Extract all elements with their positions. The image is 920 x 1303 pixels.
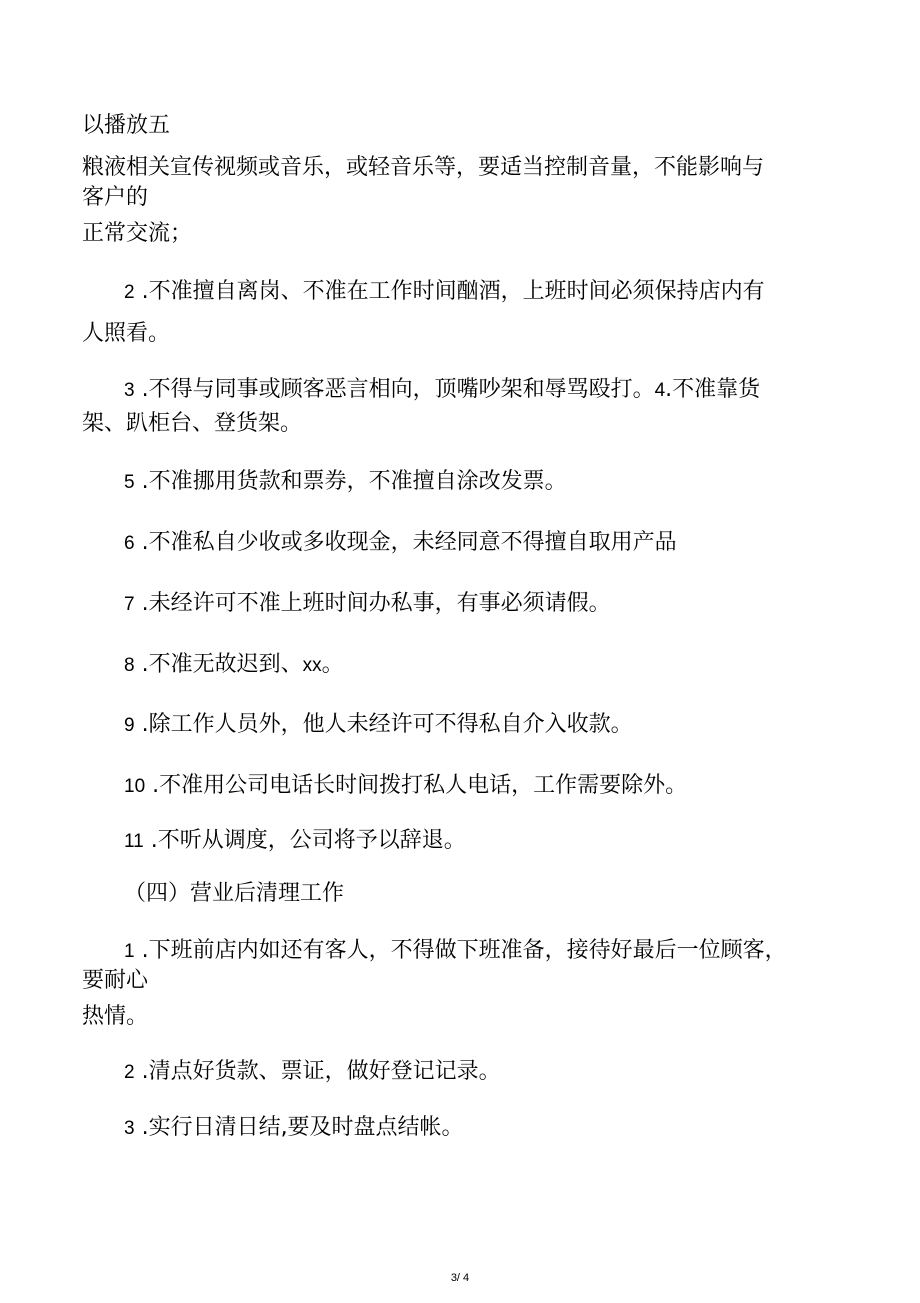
list-item-6 — [124, 529, 677, 558]
item-number: 3 — [124, 380, 135, 401]
item-text: .除工作人员外，他人未经许可不得私自介入收款。 — [134, 712, 633, 737]
item-text: .不准挪用货款和票券，不准擅自涂改发票。 — [134, 469, 567, 494]
item-number: 4 — [654, 380, 666, 401]
list-item-7 — [124, 590, 611, 619]
item-number: 2 — [124, 282, 135, 303]
list-item-9 — [124, 711, 633, 740]
item-text: xx — [302, 655, 322, 676]
item-number: 9 — [124, 715, 135, 736]
item-text: .不准私自少收或多收现金，未经同意不得擅自取用产品 — [134, 530, 677, 555]
item-text: .不准用公司电话长时间拨打私人电话，工作需要除外。 — [145, 773, 688, 798]
list-item-2 — [124, 278, 765, 307]
text-line: 架、趴柜台、登货架。 — [82, 411, 303, 436]
list-item-8 — [124, 651, 344, 680]
list-item-11 — [124, 827, 466, 856]
text-line: 要耐心 — [82, 968, 149, 993]
item-number: 3 — [124, 1118, 135, 1139]
page-number: 3/ 4 — [450, 1272, 470, 1284]
item-number: 5 — [124, 472, 135, 493]
item-number: 7 — [124, 594, 135, 615]
item-text: .清点好货款、票证，做好登记记录。 — [134, 1059, 501, 1084]
text-line: 人照看。 — [82, 321, 171, 346]
item-text: .未经许可不准上班时间办私事，有事必须请假。 — [134, 591, 611, 616]
item-number: 1 — [124, 941, 135, 962]
item-text: .不准无故迟到、 — [134, 652, 303, 677]
item-text: .不得与同事或顾客恶言相向，顶嘴吵架和辱骂殴打。 — [134, 377, 655, 402]
section-heading: （四）营业后清理工作 — [124, 881, 345, 906]
list-item-10 — [124, 772, 687, 801]
list-item-5 — [124, 468, 567, 497]
text-line: 正常交流； — [82, 221, 193, 246]
item-number: 10 — [124, 776, 146, 797]
item-number: 6 — [124, 533, 135, 554]
item-text: .不听从调度，公司将予以辞退。 — [143, 828, 466, 853]
list-item-1 — [124, 937, 787, 966]
text-line: 粮液相关宣传视频或音乐，或轻音乐等，要适当控制音量，不能影响与 — [82, 155, 765, 180]
item-text: .下班前店内如还有客人，不得做下班准备，接待好最后一位顾客， — [134, 938, 787, 963]
list-item-3 — [124, 376, 760, 405]
item-text: 。 — [321, 652, 344, 677]
text-line: 热情。 — [82, 1004, 149, 1029]
text-line: 客户的 — [82, 185, 149, 210]
list-item-2 — [124, 1058, 501, 1087]
text-line: 以播放五 — [82, 113, 171, 138]
item-text: .不准靠货 — [665, 377, 761, 402]
item-text: .实行日清日结,要及时盘点结帐。 — [134, 1115, 464, 1140]
item-number: 2 — [124, 1062, 135, 1083]
item-number: 11 — [124, 831, 144, 852]
item-number: 8 — [124, 655, 135, 676]
list-item-3 — [124, 1114, 464, 1143]
item-text: .不准擅自离岗、不准在工作时间酗酒，上班时间必须保持店内有 — [134, 279, 765, 304]
